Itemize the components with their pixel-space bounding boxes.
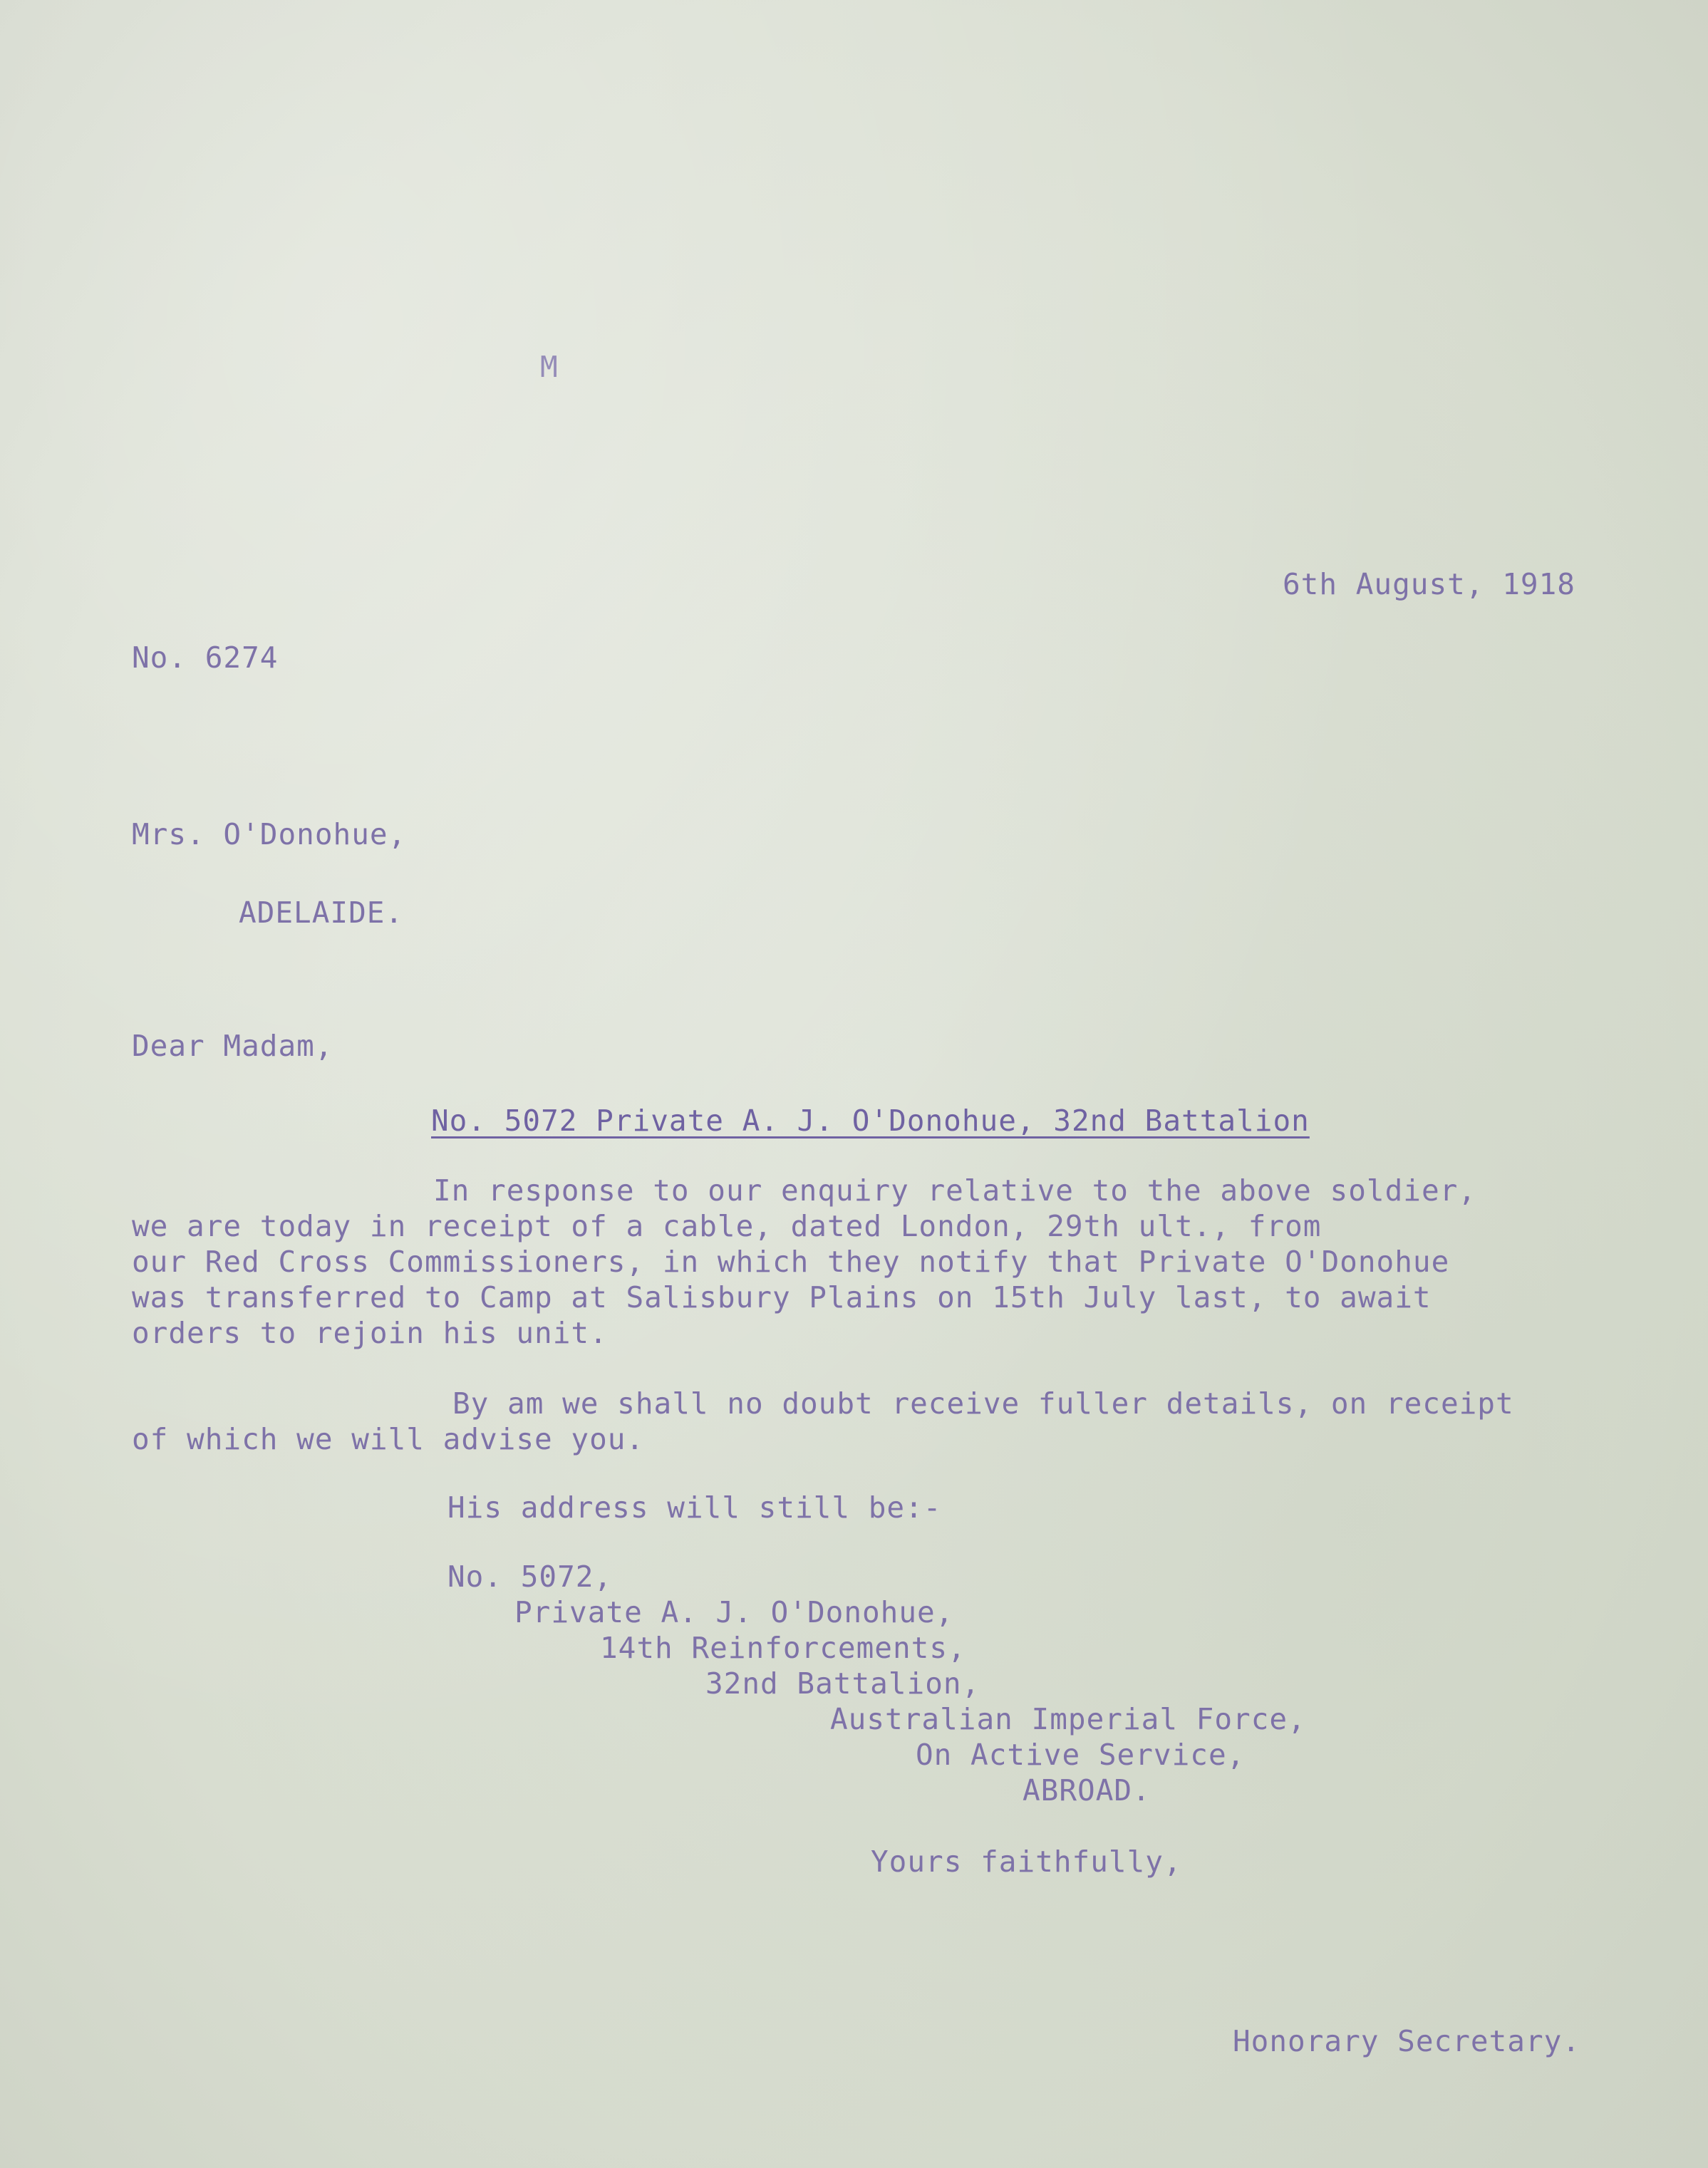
- address-line: Australian Imperial Force,: [830, 1702, 1306, 1736]
- closing: Yours faithfully,: [871, 1845, 1182, 1879]
- signature-title: Honorary Secretary.: [1233, 2024, 1580, 2058]
- initial-mark: M: [540, 350, 559, 384]
- salutation: Dear Madam,: [132, 1029, 333, 1063]
- recipient-name: Mrs. O'Donohue,: [132, 817, 407, 851]
- paragraph-1-line: our Red Cross Commissioners, in which they notify that Private O'Donohue: [132, 1245, 1450, 1279]
- address-line: No. 5072,: [447, 1560, 613, 1594]
- address-line: 32nd Battalion,: [705, 1666, 980, 1701]
- paragraph-1-line: we are today in receipt of a cable, dated London, 29th ult., from: [132, 1209, 1322, 1243]
- recipient-city: ADELAIDE.: [239, 896, 404, 930]
- paragraph-1-line: was transferred to Camp at Salisbury Plains on 15th July last, to await: [132, 1280, 1432, 1314]
- address-line: On Active Service,: [916, 1738, 1246, 1772]
- paragraph-1-line: In response to our enquiry relative to the above soldier,: [433, 1173, 1476, 1208]
- address-line: Private A. J. O'Donohue,: [514, 1595, 954, 1629]
- paragraph-1-line: orders to rejoin his unit.: [132, 1316, 608, 1350]
- address-intro: His address will still be:-: [447, 1490, 942, 1525]
- address-line: 14th Reinforcements,: [600, 1631, 966, 1665]
- paragraph-2-line: of which we will advise you.: [132, 1422, 645, 1456]
- paragraph-2-line: By am we shall no doubt receive fuller details, on receipt: [452, 1386, 1514, 1421]
- address-line: ABROAD.: [1023, 1773, 1151, 1807]
- subject-line: No. 5072 Private A. J. O'Donohue, 32nd Battalion: [431, 1104, 1310, 1138]
- reference-number: No. 6274: [132, 640, 279, 675]
- letter-date: 6th August, 1918: [1283, 567, 1575, 601]
